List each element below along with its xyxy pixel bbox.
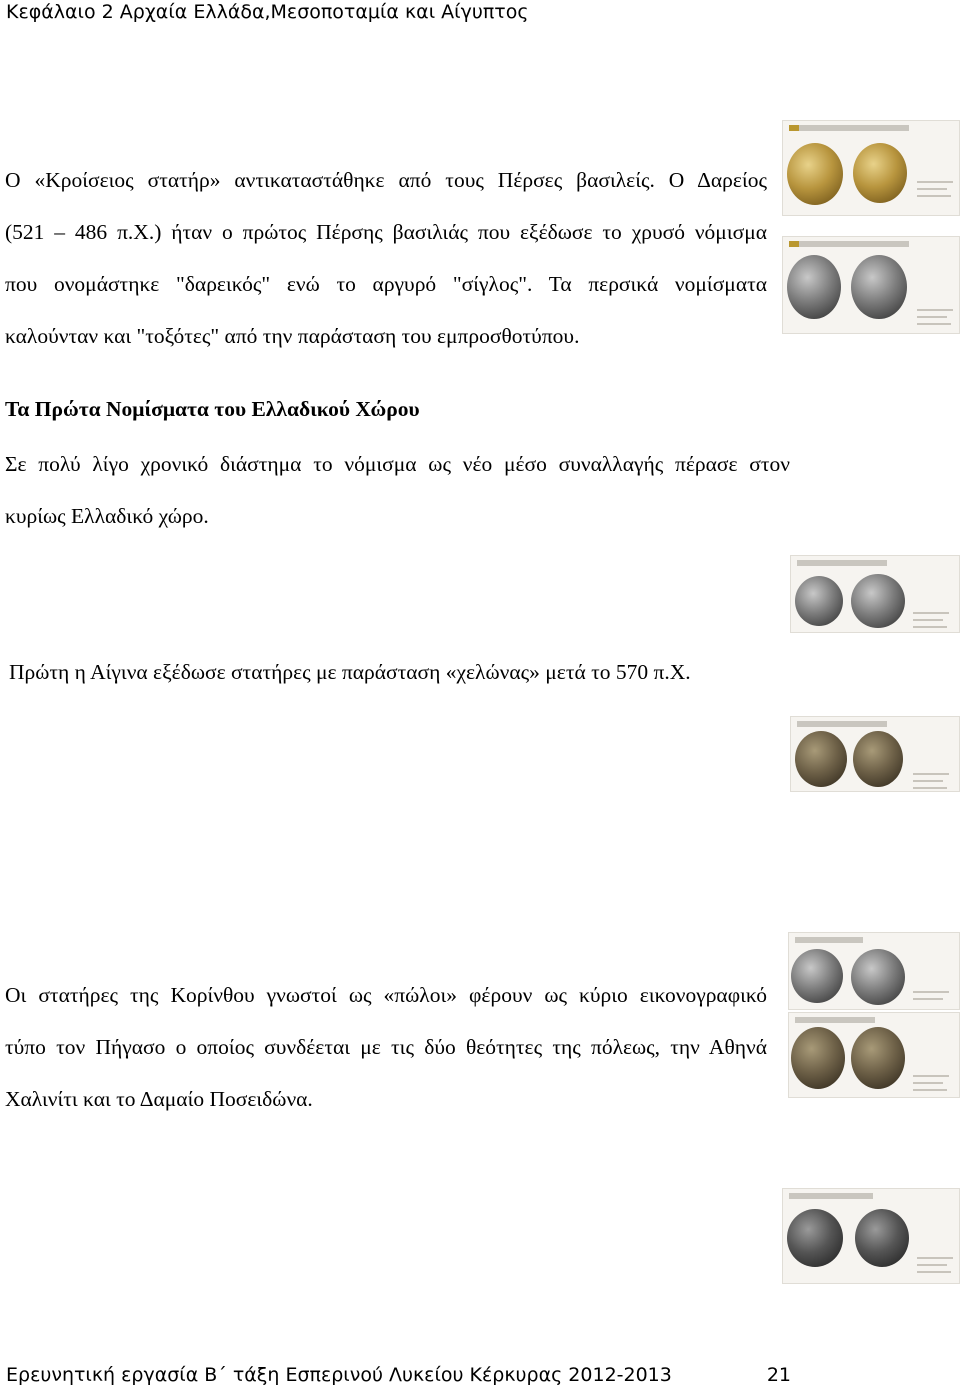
coin-obverse [787,143,843,205]
turtle-coin [795,576,843,626]
page-header: Κεφάλαιο 2 Αρχαία Ελλάδα,Μεσοποταμία και Αίγυπτος [6,1,529,23]
last-stater-image [782,1188,960,1284]
paragraph-line: Σε πολύ λίγο χρονικό διάστημα το νόμισμα ως νέο μέσο συναλλαγής πέρασε στον [5,452,790,476]
coin-reverse [853,143,907,203]
aegina-turtle-stater-image [790,555,960,633]
paragraph-line: καλούνταν και "τοξότες" από την παράσταση του εμπροσθοτύπου. [5,324,580,348]
coin-reverse [851,1027,905,1089]
athena-head-coin [851,949,905,1005]
coin-obverse [791,1027,845,1089]
persian-silver-siglos-image [782,236,960,334]
coin-obverse [795,731,847,787]
footer-text: Ερευνητική εργασία Β΄ τάξη Εσπερινού Λυκείου Κέρκυρας 2012-2013 [6,1364,672,1386]
corinth-second-stater-image [788,1012,960,1098]
corinth-pegasus-stater-image [788,932,960,1010]
page-number: 21 [766,1364,791,1386]
coin-reverse [851,255,907,319]
paragraph-line: Χαλινίτι και το Δαμαίο Ποσειδώνα. [5,1087,313,1111]
second-stater-image [790,716,960,792]
persian-gold-daric-image [782,120,960,216]
incuse-square-coin [855,1209,909,1267]
paragraph-line: κυρίως Ελλαδικό χώρο. [5,504,209,528]
pegasus-coin [791,949,843,1003]
paragraph-line: τύπο τον Πήγασο ο οποίος συνδέεται με τις δύο θεότητες της πόλεως, την Αθηνά [5,1035,767,1059]
paragraph-line: (521 – 486 π.Χ.) ήταν ο πρώτος Πέρσης βασιλιάς που εξέδωσε το χρυσό νόμισμα [5,220,767,244]
paragraph-line: Ο «Κροίσειος στατήρ» αντικαταστάθηκε από τους Πέρσες βασιλείς. Ο Δαρείος [5,168,767,192]
section-heading: Τα Πρώτα Νομίσματα του Ελλαδικού Χώρου [5,397,420,421]
coin-reverse [853,731,903,787]
paragraph-line: Πρώτη η Αίγινα εξέδωσε στατήρες με παράσταση «χελώνας» μετά το 570 π.Χ. [9,660,691,684]
coin-obverse [787,255,841,319]
coin-obverse [787,1209,843,1267]
incuse-square-coin [851,574,905,628]
page-footer [6,1362,791,1388]
paragraph-line: Οι στατήρες της Κορίνθου γνωστοί ως «πώλοι» φέρουν ως κύριο εικονογραφικό [5,983,767,1007]
paragraph-line: που ονομάστηκε "δαρεικός" ενώ το αργυρό "σίγλος". Τα περσικά νομίσματα [5,272,767,296]
